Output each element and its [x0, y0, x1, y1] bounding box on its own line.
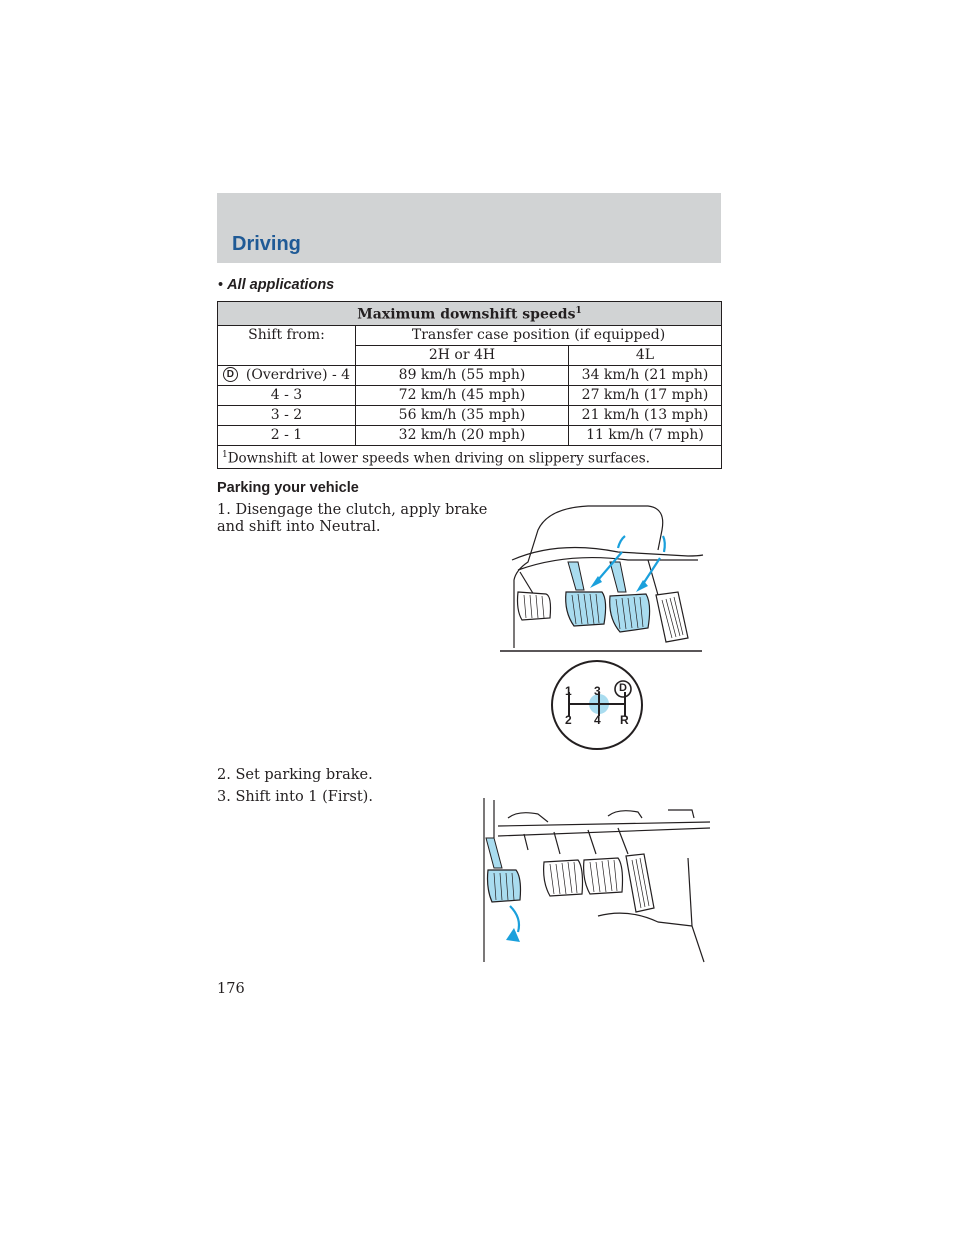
arrow-arc-1 [618, 536, 625, 548]
table-header-row [218, 325, 722, 345]
section-title: Driving [232, 233, 301, 255]
table-footnote-row [218, 445, 722, 469]
gear-1: 1 [565, 684, 572, 698]
col-header-2h4h: 2H or 4H [356, 345, 569, 365]
col-header-4l: 4L [569, 345, 722, 365]
table-cell-2h4h: 56 km/h (35 mph) [356, 405, 569, 425]
left-pedal [544, 860, 583, 896]
step-1 [217, 502, 487, 536]
table-row [218, 385, 722, 405]
pedals-clutch-release-illustration [478, 798, 712, 966]
accelerator-pedal [656, 592, 688, 642]
shift-pattern-knob [551, 660, 645, 750]
table-title-cell [218, 302, 722, 326]
table-title-sup: 1 [575, 306, 582, 316]
table-cell-from: 4 - 3 [218, 385, 356, 405]
gear-2: 2 [565, 713, 572, 727]
clutch-pedal [486, 838, 521, 902]
table-footnote [218, 445, 722, 469]
table-cell-from: 3 - 2 [218, 405, 356, 425]
downshift-speeds-table [217, 301, 722, 469]
bullet-all-applications [218, 277, 334, 293]
release-arrow [510, 906, 519, 932]
left-pedal [518, 592, 551, 620]
arrow-arc-2 [663, 536, 665, 552]
table-row [218, 365, 722, 385]
gear-d: D [619, 682, 627, 694]
table-cell-2h4h: 89 km/h (55 mph) [356, 365, 569, 385]
gear-r: R [620, 713, 629, 727]
table-cell-2h4h: 72 km/h (45 mph) [356, 385, 569, 405]
shift-from-header: Shift from: [218, 325, 356, 365]
clutch-pedal [566, 562, 606, 626]
arrow-head-2 [636, 580, 648, 592]
bullet-text: All applications [227, 277, 335, 293]
step-3: 3. Shift into 1 (First). [217, 789, 373, 805]
transfer-case-header: Transfer case position (if equipped) [356, 325, 722, 345]
gear-3: 3 [594, 684, 601, 698]
step-1-line-2: and shift into Neutral. [217, 519, 381, 535]
brake-pedal [610, 562, 650, 632]
step-1-line-1: 1. Disengage the clutch, apply brake [217, 502, 488, 518]
pedals-clutch-brake-illustration [498, 500, 708, 658]
arrow-2 [643, 558, 660, 584]
table-cell-4l: 21 km/h (13 mph) [569, 405, 722, 425]
table-row [218, 405, 722, 425]
brake-pedal [584, 858, 623, 894]
table-row [218, 425, 722, 445]
parking-heading: Parking your vehicle [217, 480, 359, 496]
table-title: Maximum downshift speeds [357, 306, 576, 323]
overdrive-d-icon: D [223, 367, 238, 382]
shift-knob-circle [551, 660, 645, 750]
from-value: (Overdrive) - 4 [245, 366, 351, 383]
table-cell-4l: 27 km/h (17 mph) [569, 385, 722, 405]
table-cell-2h4h: 32 km/h (20 mph) [356, 425, 569, 445]
page-number: 176 [217, 981, 245, 997]
accelerator-pedal [626, 854, 654, 912]
table-cell-from [218, 365, 356, 385]
footnote-sup: 1 [222, 449, 228, 460]
table-cell-from: 2 - 1 [218, 425, 356, 445]
bullet-symbol: • [218, 277, 224, 293]
table-title-row [218, 302, 722, 326]
table-cell-4l: 11 km/h (7 mph) [569, 425, 722, 445]
step-2: 2. Set parking brake. [217, 767, 373, 783]
table-cell-4l: 34 km/h (21 mph) [569, 365, 722, 385]
gear-4: 4 [594, 713, 601, 727]
footnote-text: Downshift at lower speeds when driving on slippery surfaces. [227, 450, 650, 467]
